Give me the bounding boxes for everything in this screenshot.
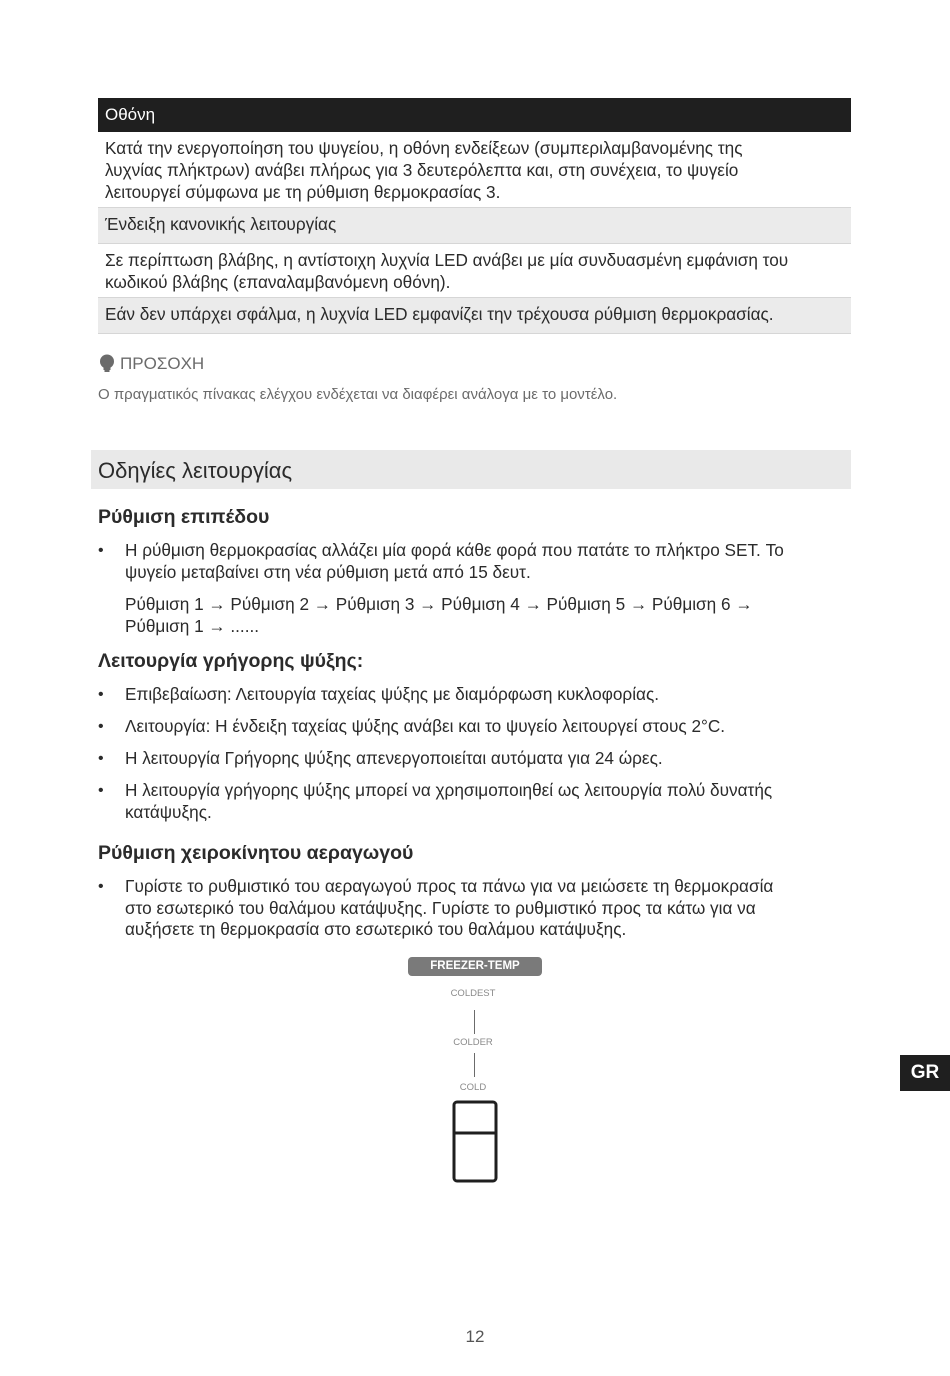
fast-cooling-bullet-1: Επιβεβαίωση: Λειτουργία ταχείας ψύξης με διαμόρφωση κυκλοφορίας. bbox=[125, 684, 660, 704]
dial-tick bbox=[474, 1053, 475, 1077]
fast-cooling-bullet-3: Η λειτουργία Γρήγορης ψύξης απενεργοποιείται αυτόματα για 24 ώρες. bbox=[125, 748, 663, 768]
bullet: • bbox=[98, 878, 104, 895]
bullet: • bbox=[98, 686, 104, 703]
table-row: Κατά την ενεργοποίηση του ψυγείου, η οθόνη ενδείξεων (συμπεριλαμβανομένης της λυχνίας πλήκτρων) ανάβει πλήρως για 3 δευτερόλεπτα και, στη συνέχεια, το ψυγείο λειτουργεί σύμφωνα με τη ρύθμιση θερμοκρασίας 3. bbox=[98, 132, 851, 208]
display-table bbox=[98, 98, 851, 334]
lightbulb-icon bbox=[98, 354, 116, 372]
cold-label: COLD bbox=[459, 1082, 487, 1093]
bullet: • bbox=[98, 718, 104, 735]
fast-cooling-heading: Λειτουργία γρήγορης ψύξης: bbox=[98, 650, 364, 672]
bullet: • bbox=[98, 782, 104, 799]
table-header: Οθόνη bbox=[98, 98, 851, 132]
dial-tick bbox=[474, 1010, 475, 1034]
bullet: • bbox=[98, 750, 104, 767]
table-row: Ένδειξη κανονικής λειτουργίας bbox=[98, 208, 851, 244]
bullet: • bbox=[98, 542, 104, 559]
coldest-label: COLDEST bbox=[450, 988, 496, 999]
attention-text: Ο πραγματικός πίνακας ελέγχου ενδέχεται να διαφέρει ανάλογα με το μοντέλο. bbox=[98, 386, 618, 403]
fast-cooling-bullet-4: Η λειτουργία γρήγορης ψύξης μπορεί να χρησιμοποιηθεί ως λειτουργία πολύ δυνατής κατάψυξης. bbox=[125, 780, 773, 822]
level-bullet-text: Η ρύθμιση θερμοκρασίας αλλάζει μία φορά κάθε φορά που πατάτε το πλήκτρο SET. Το ψυγείο μεταβαίνει στη νέα ρύθμιση μετά από 15 δευτ. bbox=[125, 540, 784, 582]
page-number: 12 bbox=[465, 1327, 485, 1346]
damper-slider-icon bbox=[452, 1100, 498, 1188]
colder-label: COLDER bbox=[453, 1037, 493, 1048]
table-row: Σε περίπτωση βλάβης, η αντίστοιχη λυχνία LED ανάβει με μία συνδυασμένη εμφάνιση του κωδικού βλάβης (επαναλαμβανόμενη οθόνη). bbox=[98, 244, 851, 298]
table-row: Εάν δεν υπάρχει σφάλμα, η λυχνία LED εμφανίζει την τρέχουσα ρύθμιση θερμοκρασίας. bbox=[98, 298, 851, 334]
fast-cooling-bullet-2: Λειτουργία: Η ένδειξη ταχείας ψύξης ανάβει και το ψυγείο λειτουργεί στους 2°C. bbox=[125, 716, 726, 736]
freezer-temp-label: FREEZER-TEMP bbox=[408, 957, 542, 976]
level-sequence: Ρύθμιση 1 → Ρύθμιση 2 → Ρύθμιση 3 → Ρύθμιση 4 → Ρύθμιση 5 → Ρύθμιση 6 → Ρύθμιση 1 → ...... bbox=[125, 594, 753, 636]
damper-heading: Ρύθμιση χειροκίνητου αεραγωγού bbox=[98, 842, 414, 864]
damper-bullet-text: Γυρίστε το ρυθμιστικό του αεραγωγού προς τα πάνω για να μειώσετε τη θερμοκρασία στο εσωτερικό του θαλάμου κατάψυξης. Γυρίστε το ρυθμιστικό προς τα κάτω για να αυξήσετε τη θερμοκρασία στο εσωτερικό του θαλάμου κατάψυξης. bbox=[125, 876, 774, 939]
level-heading: Ρύθμιση επιπέδου bbox=[98, 506, 270, 528]
attention-title: ΠΡΟΣΟΧΗ bbox=[98, 354, 204, 374]
section-title: Οδηγίες λειτουργίας bbox=[98, 458, 293, 483]
language-tab: GR bbox=[900, 1055, 950, 1091]
